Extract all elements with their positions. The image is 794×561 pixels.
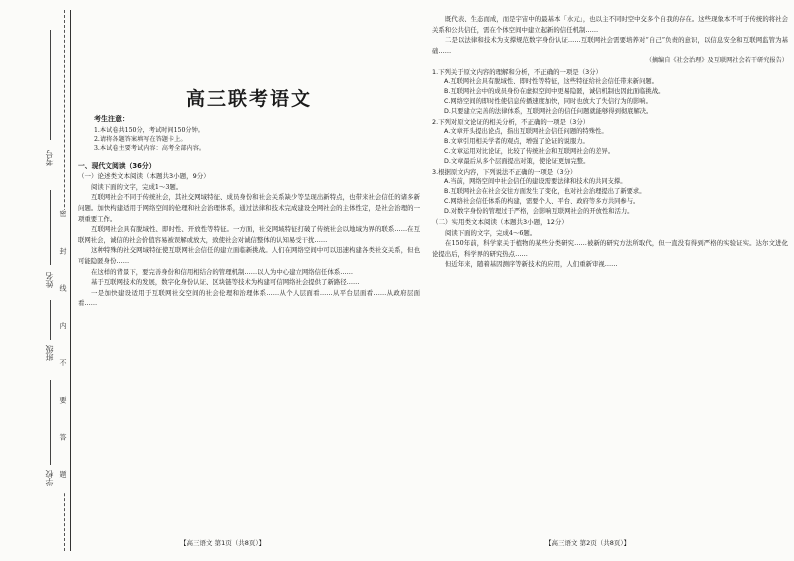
- passage-paragraph: 但近年来，随着基因测序等新技术的应用，人们重新审视……: [445, 260, 618, 269]
- class-label: 班级: [45, 345, 54, 361]
- question-option[interactable]: C.网络社会信任体系的构建，需要个人、平台、政府等多方共同参与。: [444, 197, 640, 205]
- right-column: [432, 14, 788, 270]
- passage-paragraph: 一是加快建设适用于互联网社交空间的社会伦理和治理体系……从个人层面看……从平台层面看……从政府层面看……: [78, 288, 420, 308]
- school-label: 学校: [45, 470, 54, 486]
- question-option[interactable]: B.文章引用相关学者的观点，增强了论证的说服力。: [444, 137, 589, 145]
- reading-instruction: 阅读下面的文字，完成4～6题。: [445, 228, 537, 237]
- question-option[interactable]: C.文章运用对比论证，比较了传统社会和互联网社会的差异。: [444, 147, 615, 155]
- binding-strip: [0, 0, 72, 561]
- exam-title: 高三联考语文: [185, 88, 312, 110]
- name-label: 姓名: [45, 272, 54, 288]
- reading-instruction: 阅读下面的文字，完成1～3题。: [91, 182, 183, 191]
- name-blank[interactable]: [50, 190, 51, 265]
- subsection-heading: （二）实用类文本阅读（本题共3小题，12分）: [432, 217, 568, 226]
- passage-paragraph: 既代表、生态而成，而是宇宙中的最基本「水元」，也以主不同时空中交多个自我的存在。这些现象本不可于传统的将社会关系和公共信任，需在个体空间中建立起新的信任机制……: [432, 15, 788, 34]
- question-option[interactable]: B.互联网社会在社会交往方面发生了变化，也对社会治理提出了新要求。: [444, 187, 646, 195]
- passage-paragraph: 互联网社会不同于传统社会，其社交网域特征、成员身份和社会关系缺少等呈现出新特点，也带来社会信任的诸多新问题。加快构建适用于网络空间的伦理和社会治理体系，通过法律和技术完成建设全网社会的主体性定，是社会治理的一项重要工作。: [78, 193, 420, 223]
- passage-paragraph: 这种特殊的社交网域特征使互联网社会信任的建立面临新挑战。人们在网络空间中可以迅速构建各类社交关系，但也可能隐匿身份……: [78, 246, 420, 265]
- question-option[interactable]: A.文章开头提出论点，指出互联网社会信任问题的特殊性。: [444, 127, 608, 135]
- notice-item: 3.本试卷主要考试内容：高考全部内容。: [94, 144, 206, 152]
- question-option[interactable]: D.对数字身份的管理过于严格，会影响互联网社会的开放性和活力。: [444, 207, 634, 215]
- left-column: [78, 14, 420, 309]
- school-blank[interactable]: [50, 380, 51, 465]
- seal-warning: 密 封 线 内 不 要 答 题: [59, 210, 67, 492]
- passage-paragraph: 二是以法律和技术为支撑规范数字身份认证……互联网社会需要培养对“自己”负责的意识，以信息安全和互联网监管为基础……: [432, 36, 788, 55]
- passage-paragraph: 在这样的背景下，要完善身份和信用相结合的管理机制……以人为中心建立网络信任体系……: [91, 267, 354, 276]
- question-option[interactable]: C.网络空间的即时性使信息传播速度加快，同时也放大了失信行为的影响。: [444, 97, 652, 105]
- question-option[interactable]: A.当前，网络空间中社会信任的建设需要法律和技术的共同支撑。: [444, 177, 627, 185]
- source-note: （摘编自《社会治理》及互联网社会若干研究报告）: [645, 57, 788, 65]
- notice-item: 1.本试卷共150分，考试时间150分钟。: [94, 126, 204, 134]
- question-option[interactable]: D.只要建立完善的法律体系，互联网社会的信任问题就能够得到彻底解决。: [444, 107, 653, 115]
- subsection-heading: （一）论述类文本阅读（本题共3小题，9分）: [78, 172, 210, 181]
- question-option[interactable]: B.互联网社会中的成员身份在虚拟空间中更易隐匿，诚信机制也因此面临挑战。: [444, 87, 665, 95]
- page-footer-left: 【高三语文 第1页（共8页）】: [180, 539, 266, 547]
- question-option[interactable]: A.互联网社会具有脱域性、即时性等特征，这些特征给社会信任带来新问题。: [444, 77, 658, 85]
- passage-paragraph: 互联网社会具有脱域性、即时性、开放性等特征。一方面，社交网域特征打破了传统社会以地域为界的联系……在互联网社会，诚信的社会价值容易被误解或放大，致使社会对诚信整体的认知易受干扰……: [78, 225, 420, 244]
- section-heading: 一、现代文阅读（36分）: [78, 161, 156, 170]
- exam-number-label: 考号: [45, 150, 54, 166]
- exam-number-blank[interactable]: [50, 30, 51, 140]
- notice-heading: 考生注意：: [94, 114, 129, 123]
- exam-notice: [94, 115, 420, 153]
- notice-item: 2.请将各题答案填写在答题卡上。: [94, 135, 187, 143]
- class-blank[interactable]: [50, 300, 51, 340]
- page-footer-right: 【高三语文 第2页（共8页）】: [545, 539, 631, 547]
- passage-paragraph: 基于互联网技术的发展，数字化身份认证、区块链等技术为构建可信网络社会提供了新路径……: [91, 278, 360, 287]
- question-stem: 1.下列关于原文内容的理解和分析，不正确的一项是（3分）: [432, 67, 602, 76]
- question-stem: 3.根据原文内容，下列说法不正确的一项是（3分）: [432, 167, 577, 176]
- passage-paragraph: 在150年前，科学家关于植物的某些分类研究……被新的研究方法所取代，但一直没有得到严格的实验证实。达尔文进化论提出后，科学界的研究热点……: [432, 239, 788, 258]
- question-option[interactable]: D.文章最后从多个层面提出对策，使论证更加完整。: [444, 157, 590, 165]
- seal-solid-line: [70, 10, 71, 551]
- question-stem: 2.下列对原文论证的相关分析，不正确的一项是（3分）: [432, 117, 590, 126]
